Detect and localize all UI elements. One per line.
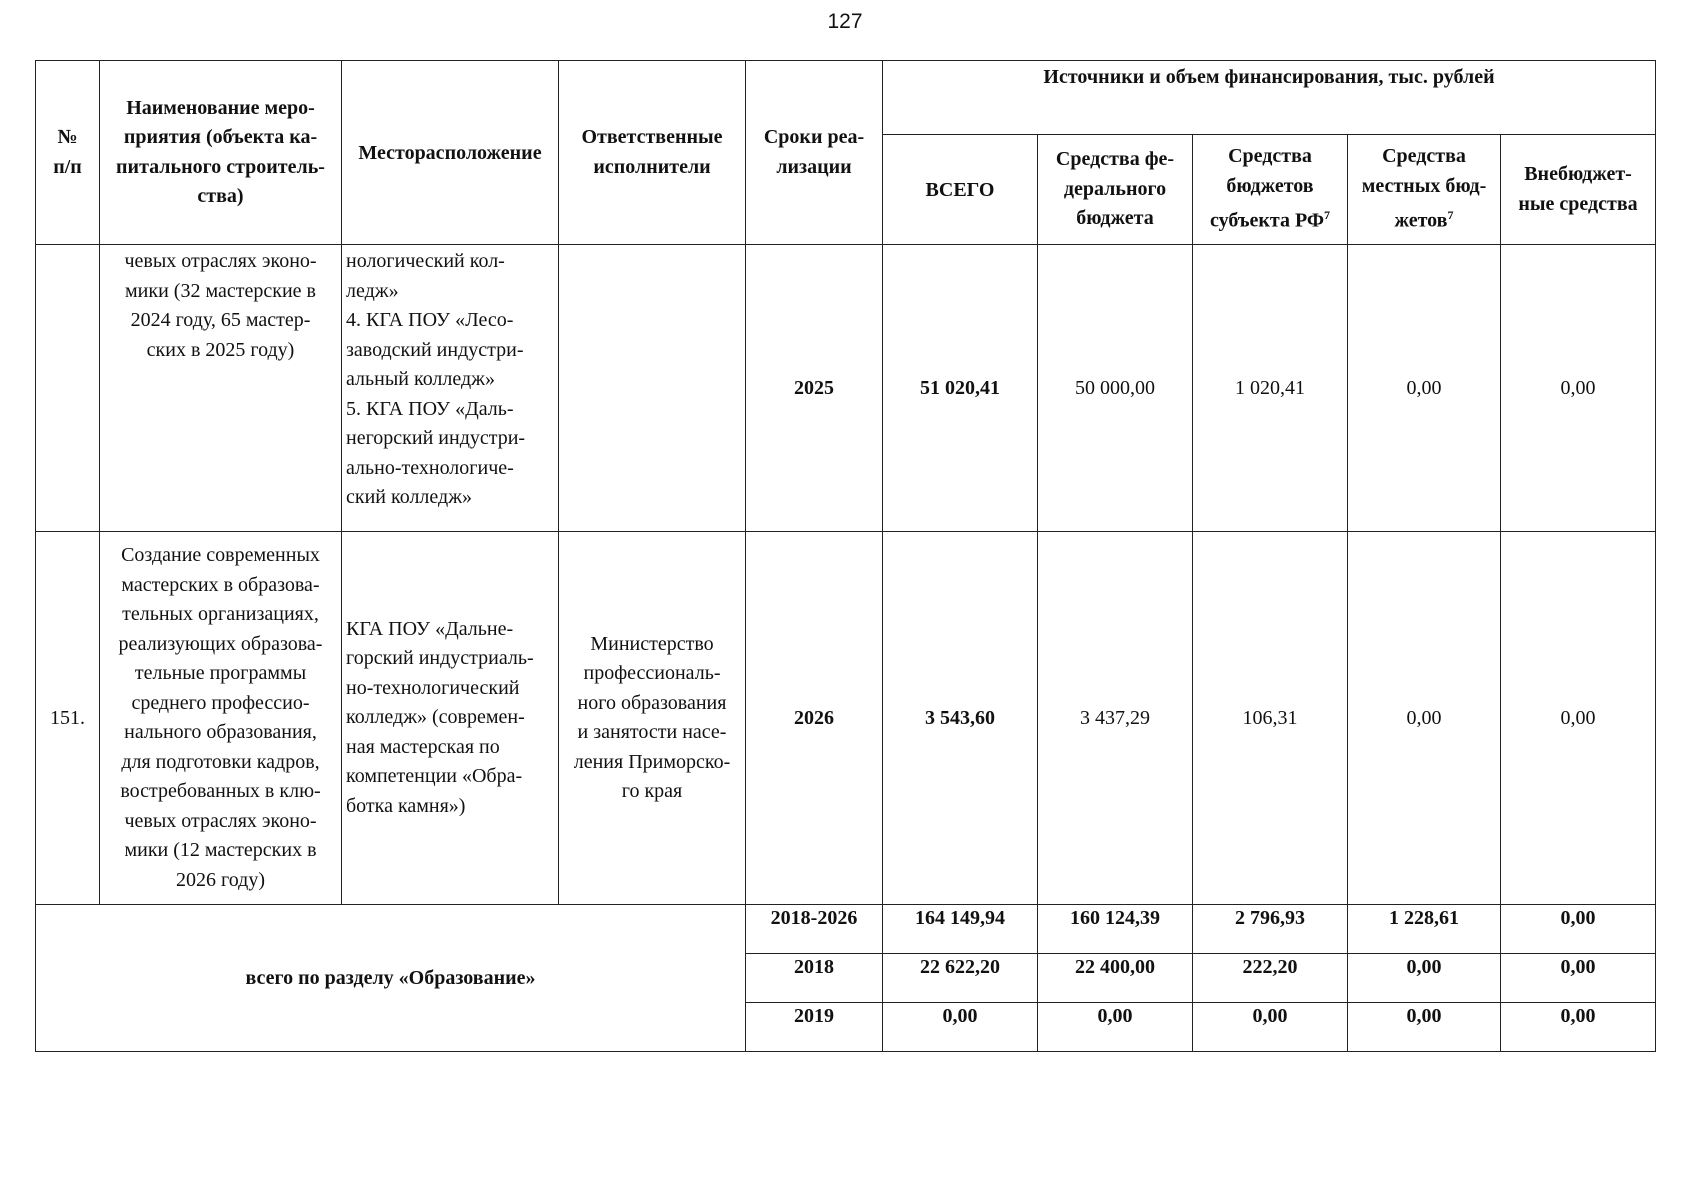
total-row bbox=[36, 905, 1656, 954]
header-extra: Внебюджет- ные средства bbox=[1501, 135, 1656, 245]
page-number: 127 bbox=[827, 10, 863, 33]
cell-subject: 1 020,41 bbox=[1193, 245, 1348, 532]
total-total: 164 149,94 bbox=[883, 905, 1038, 954]
total-local: 0,00 bbox=[1348, 954, 1501, 1003]
cell-executors: Министерство профессиональ- ного образования и занятости насе- ления Приморско- го края bbox=[559, 532, 746, 905]
total-extra: 0,00 bbox=[1501, 1003, 1656, 1052]
cell-federal: 50 000,00 bbox=[1038, 245, 1193, 532]
header-subject bbox=[1193, 135, 1348, 245]
cell-federal: 3 437,29 bbox=[1038, 532, 1193, 905]
header-name: Наименование меро- приятия (объекта ка- питального строитель- ства) bbox=[100, 61, 342, 245]
header-subject-text: Средства бюджетов субъекта РФ bbox=[1209, 145, 1325, 233]
cell-extra: 0,00 bbox=[1501, 245, 1656, 532]
header-subject-footnote: 7 bbox=[1324, 208, 1331, 223]
cell-num bbox=[36, 245, 100, 532]
total-period: 2018 bbox=[746, 954, 883, 1003]
total-federal: 22 400,00 bbox=[1038, 954, 1193, 1003]
header-num: № п/п bbox=[36, 61, 100, 245]
total-extra: 0,00 bbox=[1501, 954, 1656, 1003]
funding-table bbox=[35, 60, 1656, 1052]
total-label: всего по разделу «Образование» bbox=[36, 905, 746, 1052]
cell-local: 0,00 bbox=[1348, 245, 1501, 532]
cell-period: 2025 bbox=[746, 245, 883, 532]
header-local-text: Средства местных бюд- жетов bbox=[1361, 145, 1487, 233]
cell-name: чевых отраслях эконо- мики (32 мастерские в 2024 году, 65 мастер- ских в 2025 году) bbox=[100, 245, 342, 532]
header-total: ВСЕГО bbox=[883, 135, 1038, 245]
total-extra: 0,00 bbox=[1501, 905, 1656, 954]
cell-subject: 106,31 bbox=[1193, 532, 1348, 905]
header-federal: Средства фе- дерального бюджета bbox=[1038, 135, 1193, 245]
header-local bbox=[1348, 135, 1501, 245]
header-funding-group: Источники и объем финансирования, тыс. рублей bbox=[883, 61, 1656, 135]
total-federal: 0,00 bbox=[1038, 1003, 1193, 1052]
cell-total: 51 020,41 bbox=[883, 245, 1038, 532]
total-period: 2019 bbox=[746, 1003, 883, 1052]
header-location: Месторасположение bbox=[342, 61, 559, 245]
table-row bbox=[36, 532, 1656, 905]
cell-executors bbox=[559, 245, 746, 532]
cell-location: нологический кол- ледж» 4. КГА ПОУ «Лесо- заводский индустри- альный колледж» 5. КГА ПОУ «Даль- негорский индустри- ально-технологиче- ский колледж» bbox=[342, 245, 559, 532]
total-subject: 0,00 bbox=[1193, 1003, 1348, 1052]
header-period: Сроки реа- лизации bbox=[746, 61, 883, 245]
total-period: 2018-2026 bbox=[746, 905, 883, 954]
total-total: 0,00 bbox=[883, 1003, 1038, 1052]
total-federal: 160 124,39 bbox=[1038, 905, 1193, 954]
cell-name: Создание современных мастерских в образова- тельных организациях, реализующих образова- тельные программы среднего профессио- нального образования, для подготовки кадров, востребованных в клю- чевых отраслях эконо- мики (12 мастерских в 2026 году) bbox=[100, 532, 342, 905]
header-local-footnote: 7 bbox=[1447, 208, 1454, 223]
total-subject: 222,20 bbox=[1193, 954, 1348, 1003]
cell-num: 151. bbox=[36, 532, 100, 905]
cell-local: 0,00 bbox=[1348, 532, 1501, 905]
total-subject: 2 796,93 bbox=[1193, 905, 1348, 954]
header-executors: Ответственные исполнители bbox=[559, 61, 746, 245]
table-row bbox=[36, 245, 1656, 532]
total-local: 1 228,61 bbox=[1348, 905, 1501, 954]
cell-total: 3 543,60 bbox=[883, 532, 1038, 905]
cell-location: КГА ПОУ «Дальне- горский индустриаль- но-технологический колледж» (современ- ная мастерская по компетенции «Обра- ботка камня») bbox=[342, 532, 559, 905]
cell-period: 2026 bbox=[746, 532, 883, 905]
total-local: 0,00 bbox=[1348, 1003, 1501, 1052]
cell-extra: 0,00 bbox=[1501, 532, 1656, 905]
total-total: 22 622,20 bbox=[883, 954, 1038, 1003]
